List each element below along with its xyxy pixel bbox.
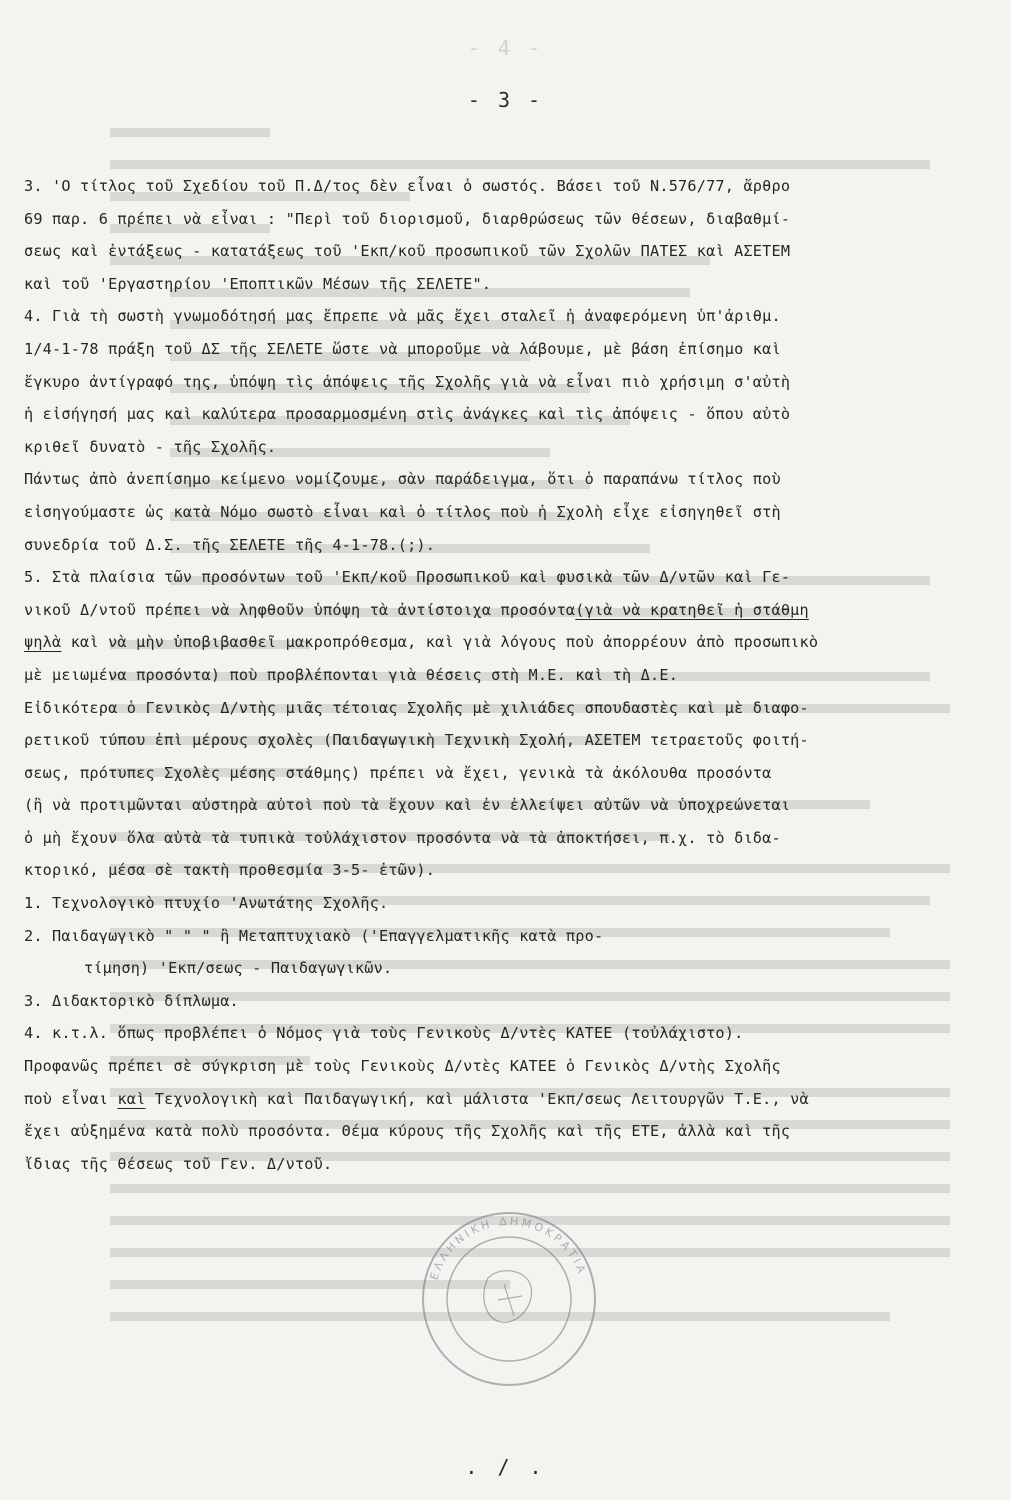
text-segment: Τεχνολογικὴ καὶ Παιδαγωγική, καὶ μάλιστα 'Εκπ/σεως Λειτουργῶν Τ.Ε., νὰ bbox=[145, 1089, 809, 1108]
text-line bbox=[24, 594, 984, 627]
text-segment: Πάντως ἀπὸ ἀνεπίσημο κείμενο νομίζουμε, σὰν παράδειγμα, ὅτι ὁ παραπάνω τίτλος ποὺ bbox=[24, 470, 781, 489]
text-segment: ἔχει αὐξημένα κατὰ πολὺ προσόντα. Θέμα κύρους τῆς Σχολῆς καὶ τῆς ΕΤΕ, ἀλλὰ καὶ τῆς bbox=[24, 1122, 791, 1141]
text-line bbox=[24, 952, 984, 985]
text-line bbox=[24, 496, 984, 529]
text-line bbox=[24, 692, 984, 725]
text-line bbox=[24, 398, 984, 431]
text-line bbox=[24, 366, 984, 399]
text-segment: μὲ μειωμένα προσόντα) ποὺ προβλέπονται γιὰ θέσεις στὴ Μ.Ε. καὶ τὴ Δ.Ε. bbox=[24, 665, 679, 684]
text-segment: ποὺ εἶναι bbox=[24, 1089, 118, 1108]
text-line bbox=[24, 300, 984, 333]
text-segment: καὶ νὰ μὴν ὑποβιβασθεῖ μακροπρόθεσμα, καὶ γιὰ λόγους ποὺ ἀπορρέουν ἀπὸ προσωπικὸ bbox=[61, 633, 819, 652]
text-line bbox=[24, 920, 984, 953]
text-line bbox=[24, 854, 984, 887]
text-segment: Προφανῶς πρέπει σὲ σύγκριση μὲ τοὺς Γενικοὺς Δ/ντὲς ΚΑΤΕΕ ὁ Γενικὸς Δ/ντὴς Σχολῆς bbox=[24, 1057, 781, 1076]
text-segment: (ἢ νὰ προτιμῶνται αὐστηρὰ αὐτοὶ ποὺ τὰ ἔχουν καὶ ἐν ἐλλείψει αὐτῶν νὰ ὑποχρεώνεται bbox=[24, 796, 791, 815]
text-line bbox=[24, 1115, 984, 1148]
text-segment: ἔγκυρο ἀντίγραφό της, ὑπόψη τὶς ἀπόψεις τῆς Σχολῆς γιὰ νὰ εἶναι πιὸ χρήσιμη σ'αὐτὴ bbox=[24, 372, 791, 391]
text-segment: 1. Τεχνολογικὸ πτυχίο 'Ανωτάτης Σχολῆς. bbox=[24, 894, 389, 913]
document-body bbox=[24, 170, 984, 1180]
text-segment: συνεδρία τοῦ Δ.Σ. τῆς ΣΕΛΕΤΕ τῆς 4-1-78.(;). bbox=[24, 535, 436, 554]
text-segment: 1/4-1-78 πράξη τοῦ ΔΣ τῆς ΣΕΛΕΤΕ ὥστε νὰ μποροῦμε νὰ λάβουμε, μὲ βάση ἐπίσημο καὶ bbox=[24, 339, 781, 358]
text-line bbox=[24, 789, 984, 822]
text-segment: ἴδιας τῆς θέσεως τοῦ Γεν. Δ/ντοῦ. bbox=[24, 1154, 333, 1173]
text-line bbox=[24, 822, 984, 855]
text-line bbox=[24, 626, 984, 659]
text-segment: Εἰδικότερα ὁ Γενικὸς Δ/ντὴς μιᾶς τέτοιας Σχολῆς μὲ χιλιάδες σπουδαστὲς καὶ μὲ διαφο- bbox=[24, 698, 809, 717]
underlined-segment: ψηλὰ bbox=[24, 633, 62, 652]
text-segment: 4. Γιὰ τὴ σωστὴ γνωμοδότησή μας ἔπρεπε νὰ μᾶς ἔχει σταλεῖ ἡ ἀναφερόμενη ὑπ'ἀριθμ. bbox=[24, 307, 781, 326]
text-segment: ρετικοῦ τύπου ἐπὶ μέρους σχολὲς (Παιδαγωγικὴ Τεχνικὴ Σχολή, ΑΣΕΤΕΜ τετραετοῦς φοιτή- bbox=[24, 731, 809, 750]
text-line bbox=[24, 985, 984, 1018]
text-segment: εἰσηγούμαστε ὡς κατὰ Νόμο σωστὸ εἶναι καὶ ὁ τίτλος ποὺ ἡ Σχολὴ εἶχε εἰσηγηθεῖ στὴ bbox=[24, 502, 781, 521]
text-line bbox=[24, 235, 984, 268]
text-line bbox=[24, 724, 984, 757]
text-line bbox=[24, 561, 984, 594]
text-segment: κτορικό, μέσα σὲ τακτὴ προθεσμία 3-5- ἐτῶν). bbox=[24, 861, 436, 880]
text-segment: τίμηση) 'Εκπ/σεως - Παιδαγωγικῶν. bbox=[84, 959, 393, 978]
text-line bbox=[24, 268, 984, 301]
text-segment: 4. κ.τ.λ. ὅπως προβλέπει ὁ Νόμος γιὰ τοὺς Γενικοὺς Δ/ντὲς ΚΑΤΕΕ (τοὐλάχιστο). bbox=[24, 1024, 744, 1043]
text-line bbox=[24, 431, 984, 464]
text-segment: καὶ τοῦ 'Εργαστηρίου 'Εποπτικῶν Μέσων τῆς ΣΕΛΕΤΕ". bbox=[24, 274, 492, 293]
text-line bbox=[24, 659, 984, 692]
text-line bbox=[24, 170, 984, 203]
text-segment: ἡ εἰσήγησή μας καὶ καλύτερα προσαρμοσμένη στὶς ἀνάγκες καὶ τὶς ἀπόψεις - ὅπου αὐτὸ bbox=[24, 405, 791, 424]
text-line bbox=[24, 1050, 984, 1083]
text-segment: νικοῦ Δ/ντοῦ πρέπει νὰ ληφθοῦν ὑπόψη τὰ ἀντίστοιχα προσόντα bbox=[24, 600, 576, 619]
text-line bbox=[24, 757, 984, 790]
text-line bbox=[24, 1083, 984, 1116]
text-segment: 5. Στὰ πλαίσια τῶν προσόντων τοῦ 'Εκπ/κοῦ Προσωπικοῦ καὶ φυσικὰ τῶν Δ/ντῶν καὶ Γε- bbox=[24, 568, 791, 587]
official-seal-stamp bbox=[418, 1208, 600, 1390]
text-line bbox=[24, 887, 984, 920]
text-segment: 69 παρ. 6 πρέπει νὰ εἶναι : "Περὶ τοῦ διορισμοῦ, διαρθρώσεως τῶν θέσεων, διαβαθμί- bbox=[24, 209, 791, 228]
ghost-page-number: - 4 - bbox=[467, 36, 544, 60]
svg-text:ΕΛΛΗΝΙΚΗ ΔΗΜΟΚΡΑΤΙΑ: ΕΛΛΗΝΙΚΗ ΔΗΜΟΚΡΑΤΙΑ bbox=[427, 1214, 589, 1282]
text-line bbox=[24, 529, 984, 562]
text-line bbox=[24, 463, 984, 496]
text-line bbox=[24, 333, 984, 366]
underlined-segment: καὶ bbox=[117, 1089, 146, 1108]
text-line bbox=[24, 203, 984, 236]
text-segment: σεως καὶ ἐντάξεως - κατατάξεως τοῦ 'Εκπ/κοῦ προσωπικοῦ τῶν Σχολῶν ΠΑΤΕΣ καὶ ΑΣΕΤΕΜ bbox=[24, 242, 791, 261]
text-segment: κριθεῖ δυνατὸ - τῆς Σχολῆς. bbox=[24, 437, 277, 456]
text-line bbox=[24, 1148, 984, 1181]
text-segment: ὁ μὴ ἔχουν ὅλα αὐτὰ τὰ τυπικὰ τοὐλάχιστον προσόντα νὰ τὰ ἀποκτήσει, π.χ. τὸ διδα- bbox=[24, 828, 781, 847]
text-segment: 3. Διδακτορικὸ δίπλωμα. bbox=[24, 991, 239, 1010]
text-segment: 2. Παιδαγωγικὸ " " " ἢ Μεταπτυχιακὸ ('Επαγγελματικῆς κατὰ προ- bbox=[24, 926, 604, 945]
text-line bbox=[24, 1017, 984, 1050]
text-segment: σεως, πρότυπες Σχολὲς μέσης στάθμης) πρέπει νὰ ἔχει, γενικὰ τὰ ἀκόλουθα προσόντα bbox=[24, 763, 772, 782]
underlined-segment: (γιὰ νὰ κρατηθεῖ ἡ στάθμη bbox=[575, 600, 809, 619]
continuation-mark: . / . bbox=[465, 1455, 546, 1479]
page-number: - 3 - bbox=[467, 88, 544, 112]
text-segment: 3. 'Ο τίτλος τοῦ Σχεδίου τοῦ Π.Δ/τος δὲν εἶναι ὁ σωστός. Βάσει τοῦ Ν.576/77, ἄρθρο bbox=[24, 177, 791, 195]
